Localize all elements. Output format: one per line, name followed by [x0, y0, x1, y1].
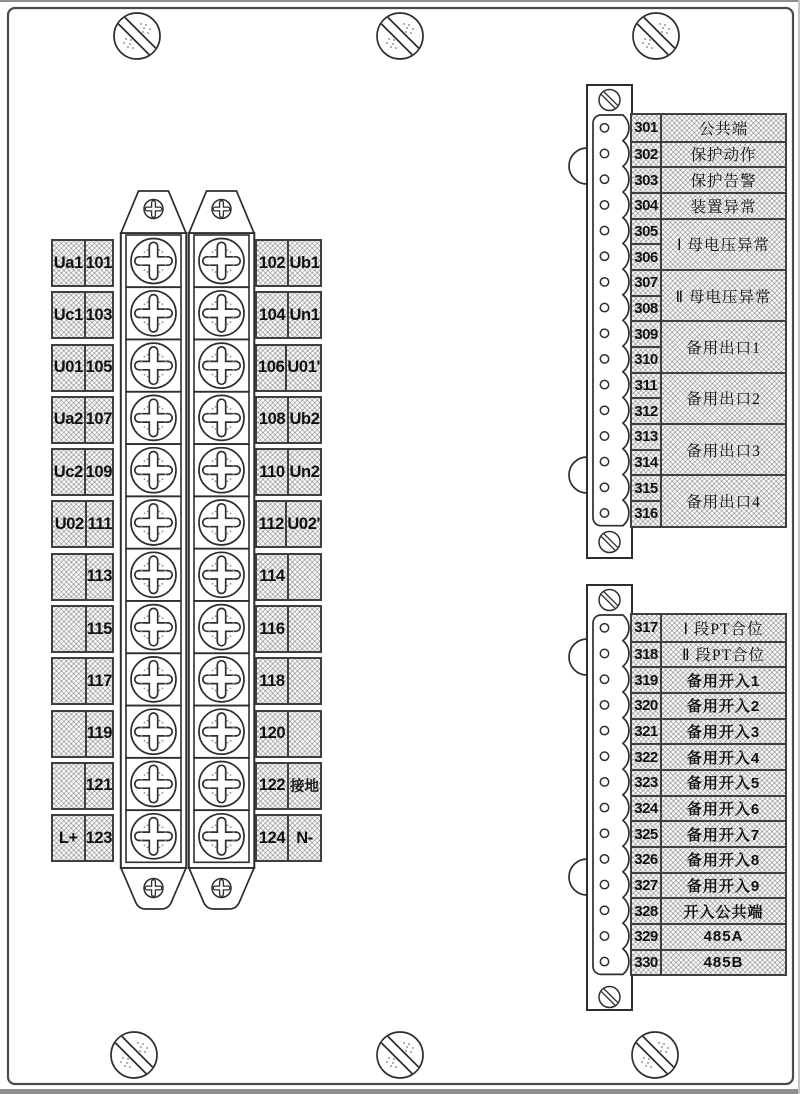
pin-number: 308 — [632, 295, 660, 321]
terminal-pair — [51, 344, 114, 392]
connector-pin — [600, 855, 608, 863]
pin-number: 311 — [632, 372, 660, 398]
connector-pin — [600, 752, 608, 760]
edge-top — [0, 0, 800, 2]
connector-pin — [600, 649, 608, 657]
pin-number: 301 — [632, 115, 660, 141]
pin-number: 316 — [632, 500, 660, 526]
connector-pin — [600, 355, 608, 363]
connector-pin — [600, 624, 608, 632]
pin-number: 315 — [632, 474, 660, 500]
connector-screw-icon — [599, 987, 620, 1008]
terminal-screw-icon — [131, 343, 176, 388]
terminal-screw-icon — [131, 709, 176, 754]
signal-label: 开入公共端 — [660, 897, 785, 923]
connector-pin — [600, 829, 608, 837]
signal-label: 装置异常 — [660, 192, 785, 218]
connector-pin — [600, 406, 608, 414]
terminal-number: 124 — [257, 816, 287, 860]
signal-label: 备用开入7 — [660, 820, 785, 846]
terminal-pair — [255, 344, 322, 392]
connector-socket-outline — [593, 615, 629, 974]
terminal-screw-icon — [199, 657, 244, 702]
terminal-number: 115 — [85, 607, 112, 651]
terminal-number: 105 — [84, 346, 112, 390]
terminal-pair — [51, 448, 114, 496]
terminal-number: 111 — [85, 502, 112, 546]
pin-number: 310 — [632, 346, 660, 372]
signal-label: 485B — [660, 949, 785, 975]
pin-number: 329 — [632, 923, 660, 949]
connector-pin — [600, 432, 608, 440]
terminal-label — [287, 555, 320, 599]
terminal-screw-icon — [199, 448, 244, 493]
terminal-screw-icon — [199, 605, 244, 650]
terminal-screw-icon — [199, 709, 244, 754]
connector-pin — [600, 803, 608, 811]
terminal-screw-icon — [131, 657, 176, 702]
connector-socket-outline — [593, 115, 629, 526]
pin-number: 321 — [632, 718, 660, 744]
terminal-label: Ub1 — [287, 241, 320, 285]
terminal-screw-icon — [131, 448, 176, 493]
connector-pin — [600, 303, 608, 311]
terminal-number: 110 — [257, 450, 287, 494]
signal-label: 备用出口1 — [660, 320, 785, 371]
connector-pin — [600, 932, 608, 940]
connector-pin — [600, 252, 608, 260]
terminal-number: 121 — [84, 764, 112, 808]
signal-label: 485A — [660, 923, 785, 949]
signal-label: 备用开入9 — [660, 872, 785, 898]
terminal-label — [53, 764, 84, 808]
pin-number: 307 — [632, 269, 660, 295]
connector-bump — [569, 148, 587, 184]
signal-label: 备用出口3 — [660, 423, 785, 474]
pin-number: 326 — [632, 846, 660, 872]
connector-pin — [600, 329, 608, 337]
terminal-number: 116 — [257, 607, 287, 651]
terminal-number: 108 — [257, 398, 287, 442]
connector-pin — [600, 457, 608, 465]
signal-label: Ⅱ 段PT合位 — [660, 641, 785, 667]
connector-screw-icon — [599, 590, 620, 611]
tab-screw-icon — [212, 200, 231, 219]
terminal-pair — [51, 657, 114, 705]
signal-label: 备用开入8 — [660, 846, 785, 872]
terminal-pair — [51, 605, 114, 653]
pin-number: 328 — [632, 897, 660, 923]
connector-pin — [600, 201, 608, 209]
terminal-screw-icon — [199, 814, 244, 859]
signal-label: 保护告警 — [660, 166, 785, 192]
terminal-screw-icon — [131, 500, 176, 545]
terminal-labels-right — [255, 239, 322, 862]
pin-number: 330 — [632, 949, 660, 975]
signal-label: 备用开入6 — [660, 795, 785, 821]
terminal-number: 117 — [85, 659, 112, 703]
terminal-label: N- — [287, 816, 320, 860]
terminal-screw-icon — [131, 552, 176, 597]
signal-label: 备用开入3 — [660, 718, 785, 744]
connector-bump — [569, 639, 587, 675]
pin-number: 325 — [632, 820, 660, 846]
signal-label: Ⅰ 母电压异常 — [660, 218, 785, 269]
terminal-number: 122 — [257, 764, 287, 808]
terminal-label — [53, 712, 85, 756]
terminal-screw-icon — [131, 605, 176, 650]
terminal-number: 112 — [257, 502, 285, 546]
pin-number: 324 — [632, 795, 660, 821]
terminal-label: Ub2 — [287, 398, 320, 442]
terminal-number: 118 — [257, 659, 287, 703]
pin-number: 322 — [632, 743, 660, 769]
terminal-label — [287, 712, 320, 756]
panel-screw-icon — [633, 13, 679, 59]
terminal-screw-icon — [131, 395, 176, 440]
connector-pin — [600, 483, 608, 491]
terminal-screw-icon — [199, 239, 244, 284]
terminal-number: 104 — [257, 293, 287, 337]
signal-label: Ⅰ 段PT合位 — [660, 615, 785, 641]
terminal-label: U02' — [285, 502, 320, 546]
terminal-label — [53, 607, 85, 651]
pin-number: 303 — [632, 166, 660, 192]
terminal-label — [287, 607, 320, 651]
pin-number: 304 — [632, 192, 660, 218]
connector-pin — [600, 175, 608, 183]
signal-label: Ⅱ 母电压异常 — [660, 269, 785, 320]
terminal-screw-icon — [199, 291, 244, 336]
terminal-screw-icon — [199, 500, 244, 545]
terminal-pair — [255, 396, 322, 444]
panel-screw-icon — [632, 1032, 678, 1078]
terminal-screw-icon — [131, 291, 176, 336]
terminal-screw-icon — [199, 552, 244, 597]
signal-label: 备用开入5 — [660, 769, 785, 795]
terminal-labels-left — [51, 239, 114, 862]
tab-screw-icon — [144, 879, 163, 898]
connector-screw-icon — [599, 532, 620, 553]
terminal-pair — [51, 291, 114, 339]
terminal-number: 123 — [84, 816, 112, 860]
signal-label: 保护动作 — [660, 141, 785, 167]
connector-2 — [569, 585, 632, 1010]
terminal-screw-icon — [199, 395, 244, 440]
signal-label: 备用开入1 — [660, 666, 785, 692]
terminal-label: 接地 — [287, 764, 320, 808]
input-signal-table — [630, 613, 787, 976]
terminal-pair — [255, 657, 322, 705]
terminal-pair — [255, 553, 322, 601]
connector-pin — [600, 509, 608, 517]
terminal-pair — [255, 710, 322, 758]
panel-screw-icon — [377, 13, 423, 59]
signal-label: 备用出口4 — [660, 474, 785, 525]
signal-label: 备用开入2 — [660, 692, 785, 718]
panel-screw-icon — [114, 13, 160, 59]
terminal-label: U01' — [285, 346, 320, 390]
terminal-number: 103 — [84, 293, 112, 337]
pin-number: 314 — [632, 449, 660, 475]
pin-number: 323 — [632, 769, 660, 795]
connector-pin — [600, 906, 608, 914]
terminal-number: 109 — [84, 450, 112, 494]
terminal-number: 101 — [84, 241, 112, 285]
terminal-label — [53, 659, 85, 703]
panel-screw-icon — [377, 1032, 423, 1078]
terminal-pair — [255, 605, 322, 653]
terminal-label: Ua1 — [53, 241, 84, 285]
connector-pin — [600, 124, 608, 132]
tab-screw-icon — [144, 200, 163, 219]
terminal-label: U02 — [53, 502, 85, 546]
terminal-label: Un1 — [287, 293, 320, 337]
terminal-pair — [51, 500, 114, 548]
terminal-pair — [255, 500, 322, 548]
terminal-pair — [255, 239, 322, 287]
terminal-number: 106 — [257, 346, 285, 390]
pin-number: 302 — [632, 141, 660, 167]
terminal-screw-icon — [199, 762, 244, 807]
connector-pin — [600, 701, 608, 709]
terminal-screw-icon — [199, 343, 244, 388]
edge-bottom — [0, 1089, 800, 1094]
terminal-label — [287, 659, 320, 703]
terminal-number: 102 — [257, 241, 287, 285]
terminal-pair — [51, 710, 114, 758]
terminal-label: Ua2 — [53, 398, 84, 442]
pin-number: 313 — [632, 423, 660, 449]
terminal-label: L+ — [53, 816, 84, 860]
terminal-pair — [51, 553, 114, 601]
terminal-label: Uc2 — [53, 450, 84, 494]
terminal-screw-icon — [131, 814, 176, 859]
connector-pin — [600, 278, 608, 286]
terminal-pair — [255, 291, 322, 339]
connector-pin — [600, 675, 608, 683]
terminal-label: Un2 — [287, 450, 320, 494]
terminal-pair — [51, 239, 114, 287]
signal-label: 备用开入4 — [660, 743, 785, 769]
pin-number: 318 — [632, 641, 660, 667]
signal-label: 备用出口2 — [660, 372, 785, 423]
output-signal-table — [630, 113, 787, 528]
terminal-number: 107 — [84, 398, 112, 442]
terminal-number: 114 — [257, 555, 287, 599]
pin-number: 320 — [632, 692, 660, 718]
terminal-label: Uc1 — [53, 293, 84, 337]
terminal-pair — [51, 814, 114, 862]
terminal-label — [53, 555, 85, 599]
terminal-pair — [51, 762, 114, 810]
terminal-number: 120 — [257, 712, 287, 756]
panel-screw-icon — [111, 1032, 157, 1078]
connector-screw-icon — [599, 90, 620, 111]
pin-number: 312 — [632, 397, 660, 423]
terminal-number: 113 — [85, 555, 112, 599]
connector-pin — [600, 149, 608, 157]
terminal-pair — [255, 448, 322, 496]
connector-pin — [600, 726, 608, 734]
pin-number: 306 — [632, 243, 660, 269]
terminal-pair — [255, 814, 322, 862]
connector-pin — [600, 226, 608, 234]
pin-number: 319 — [632, 666, 660, 692]
connector-bump — [569, 457, 587, 493]
connector-pin — [600, 778, 608, 786]
connector-pin — [600, 380, 608, 388]
pin-number: 309 — [632, 320, 660, 346]
connector-1 — [569, 85, 632, 558]
terminal-number: 119 — [85, 712, 112, 756]
pin-number: 327 — [632, 872, 660, 898]
tab-screw-icon — [212, 879, 231, 898]
terminal-pair — [255, 762, 322, 810]
signal-label: 公共端 — [660, 115, 785, 141]
connector-pin — [600, 880, 608, 888]
terminal-label: U01 — [53, 346, 84, 390]
pin-number: 305 — [632, 218, 660, 244]
connector-pin — [600, 957, 608, 965]
terminal-screw-icon — [131, 239, 176, 284]
pin-number: 317 — [632, 615, 660, 641]
terminal-pair — [51, 396, 114, 444]
terminal-screw-icon — [131, 762, 176, 807]
connector-bump — [569, 859, 587, 895]
